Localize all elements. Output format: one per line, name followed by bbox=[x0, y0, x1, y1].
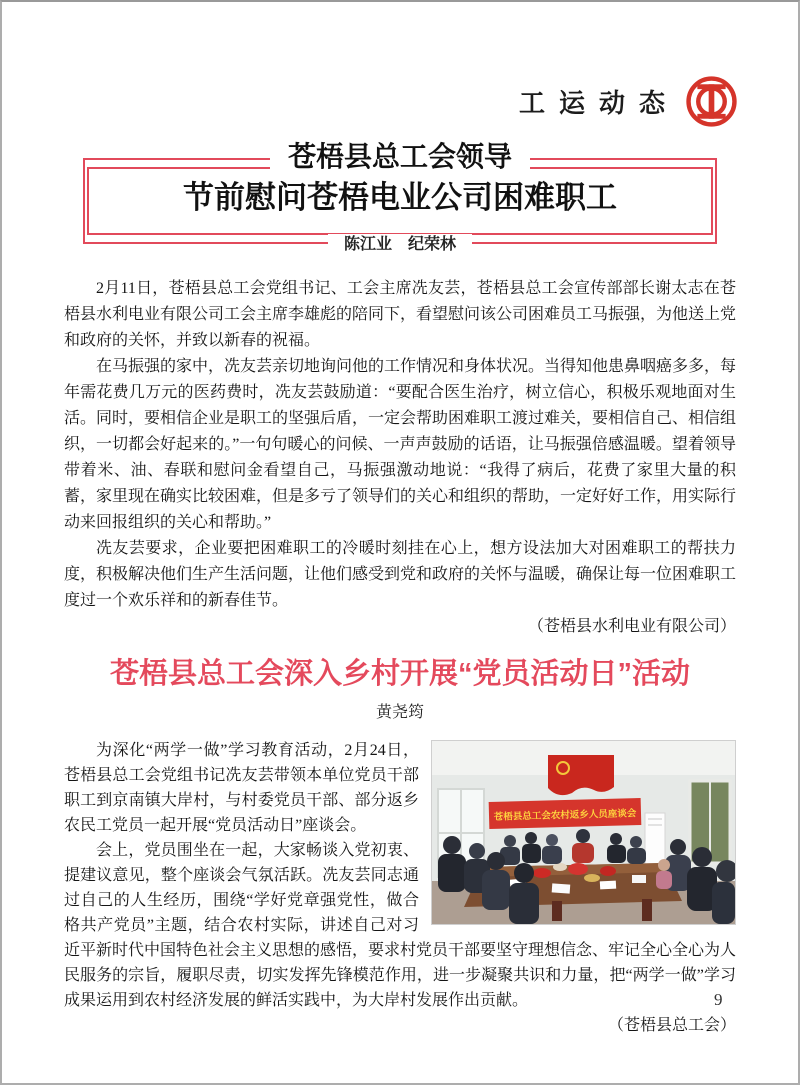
article2-title: 苍梧县总工会深入乡村开展“党员活动日”活动 bbox=[109, 658, 690, 690]
article2-paragraph: 为深化“两学一做”学习教育活动，2月24日，苍梧县总工会党组书记冼友芸带领本单位党员干部职工到京南镇大岸村，与村委党员干部、部分返乡农民工党员一起开展“党员活动日”座谈会。 bbox=[64, 742, 419, 834]
article1-title-box bbox=[83, 142, 717, 253]
article1-title-line2: 节前慰问苍梧电业公司困难职工 bbox=[183, 180, 617, 215]
article2-body bbox=[64, 738, 736, 1038]
article1-paragraph: 2月11日，苍梧县总工会党组书记、工会主席冼友芸，苍梧县总工会宣传部部长谢太志在苍梧县水利电业有限公司工会主席李雄彪的陪同下，看望慰问该公司困难员工马振强，为他送上党和政府的关怀，并致以新春的祝福。 bbox=[64, 280, 737, 349]
article2-attribution: （苍梧县总工会） bbox=[607, 1017, 736, 1034]
article1-attribution: （苍梧县水利电业有限公司） bbox=[527, 618, 736, 635]
photo-banner-text: 苍梧县总工会农村返乡人员座谈会 bbox=[493, 808, 637, 823]
article1-paragraph: 在马振强的家中，冼友芸亲切地询问他的工作情况和身体状况。当得知他患鼻咽癌多多，每年需花费几万元的医药费时，冼友芸鼓励道：“要配合医生治疗，树立信心，积极乐观地面对生活。同时，要相信企业是职工的坚强后盾，一定会帮助困难职工渡过难关，要相信自己、相信组织，一切都会好起来的。”一句句暖心的问候、一声声鼓励的话语，让马振强倍感温暖。望着领导带着米、油、春联和慰问金看望自己，马振强激动地说：“我得了病后，花费了家里大量的积蓄，家里现在确实比较困难，但是多亏了领导们的关心和组织的帮助，一定好好工作，用实际行动来回报组织的关心和帮助。” bbox=[64, 358, 737, 531]
trade-union-logo-icon bbox=[685, 75, 738, 128]
article1-body bbox=[64, 276, 736, 640]
article1-authors: 陈江业 纪荣林 bbox=[328, 234, 472, 256]
article1-title-line1: 苍梧县总工会领导 bbox=[270, 142, 530, 174]
page-header bbox=[2, 72, 738, 130]
column-masthead: 工运动态 bbox=[518, 88, 679, 118]
article1-paragraph: 冼友芸要求，企业要把困难职工的冷暖时刻挂在心上，想方设法加大对困难职工的帮扶力度，积极解决他们生产生活问题，让他们感受到党和政府的关怀与温暖，确保让每一位困难职工度过一个欢乐祥和的新春佳节。 bbox=[64, 540, 737, 609]
page-number: 9 bbox=[714, 990, 723, 1009]
meeting-photo bbox=[431, 740, 736, 925]
article2-author: 黄尧筠 bbox=[375, 704, 424, 721]
article2-paragraph: 会上，党员围坐在一起，大家畅谈入党初衷、提建议意见，整个座谈会气氛活跃。冼友芸同志通过自己的人生经历，围绕“学好党章强党性，做合格共产党员”主题，结合农村实际，讲述自己对习近平新时代中国特色社会主义思想的感悟，要求村党员干部要坚守理想信念、牢记全心全心为人民服务的宗旨，履职尽责，切实发挥先锋模范作用，进一步凝聚共识和力量，把“两学一做”学习成果运用到农村经济发展的鲜活实践中，为大岸村发展作出贡献。 bbox=[64, 842, 737, 1009]
